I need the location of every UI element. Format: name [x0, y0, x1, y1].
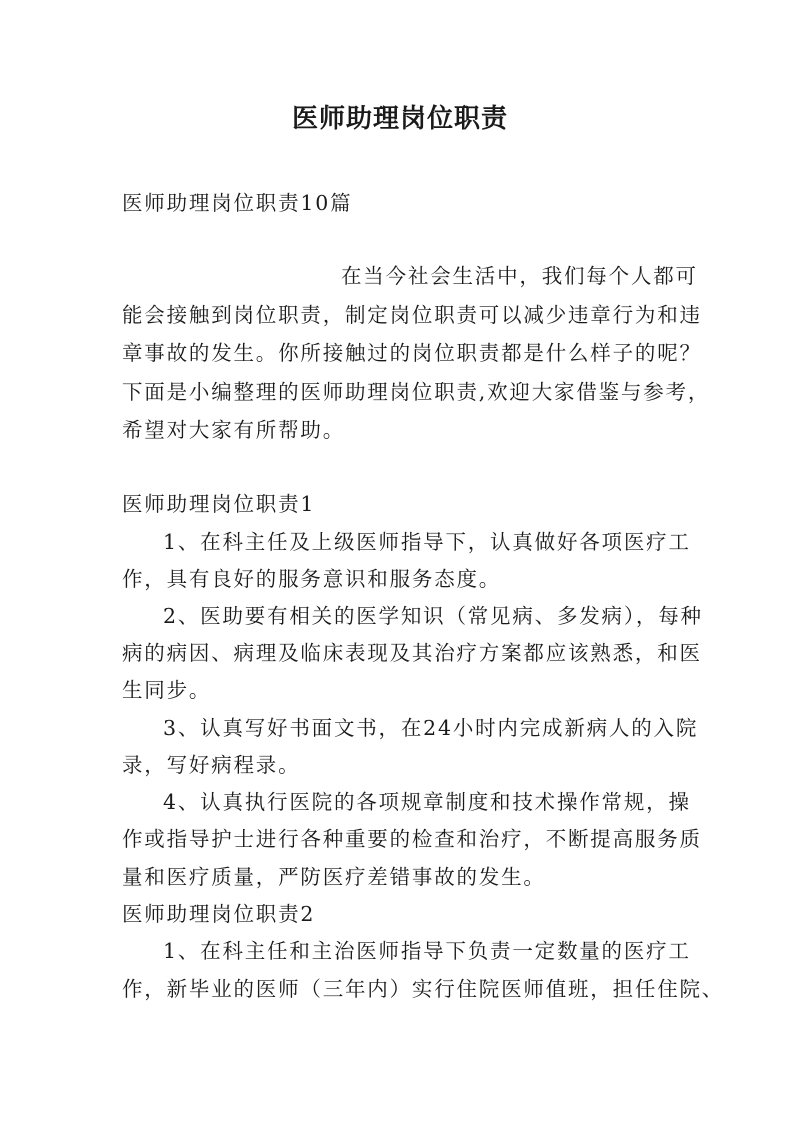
intro-line: 在当今社会生活中，我们每个人都可	[341, 264, 698, 288]
paragraph-line: 4、认真执行医院的各项规章制度和技术操作常规，操	[163, 790, 691, 814]
intro-line: 希望对大家有所帮助。	[122, 418, 345, 442]
paragraph-line: 2、医助要有相关的医学知识（常见病、多发病），每种	[163, 604, 703, 628]
paragraph-line: 作或指导护士进行各种重要的检查和治疗，不断提高服务质	[122, 827, 702, 851]
paragraph-line: 作，具有良好的服务意识和服务态度。	[122, 567, 502, 591]
paragraph-line: 量和医疗质量，严防医疗差错事故的发生。	[122, 865, 546, 889]
intro-line: 章事故的发生。你所接触过的岗位职责都是什么样子的呢？	[122, 341, 702, 365]
document-title: 医师助理岗位职责	[291, 104, 508, 134]
document-subtitle: 医师助理岗位职责10篇	[122, 191, 353, 215]
intro-line: 能会接触到岗位职责，制定岗位职责可以减少违章行为和违	[122, 303, 702, 327]
paragraph-line: 录，写好病程录。	[122, 753, 301, 777]
paragraph-line: 作，新毕业的医师（三年内）实行住院医师值班，担任住院、	[122, 977, 725, 1001]
paragraph-line: 病的病因、病理及临床表现及其治疗方案都应该熟悉，和医	[122, 641, 702, 665]
intro-line: 下面是小编整理的医师助理岗位职责,欢迎大家借鉴与参考，	[122, 380, 711, 404]
paragraph-line: 1、在科主任和主治医师指导下负责一定数量的医疗工	[163, 939, 691, 963]
paragraph-line: 生同步。	[122, 678, 212, 702]
section-heading: 医师助理岗位职责1	[122, 492, 316, 516]
paragraph-line: 1、在科主任及上级医师指导下，认真做好各项医疗工	[163, 530, 691, 554]
paragraph-line: 3、认真写好书面文书，在24小时内完成新病人的入院	[163, 716, 699, 740]
section-heading: 医师助理岗位职责2	[122, 902, 316, 926]
